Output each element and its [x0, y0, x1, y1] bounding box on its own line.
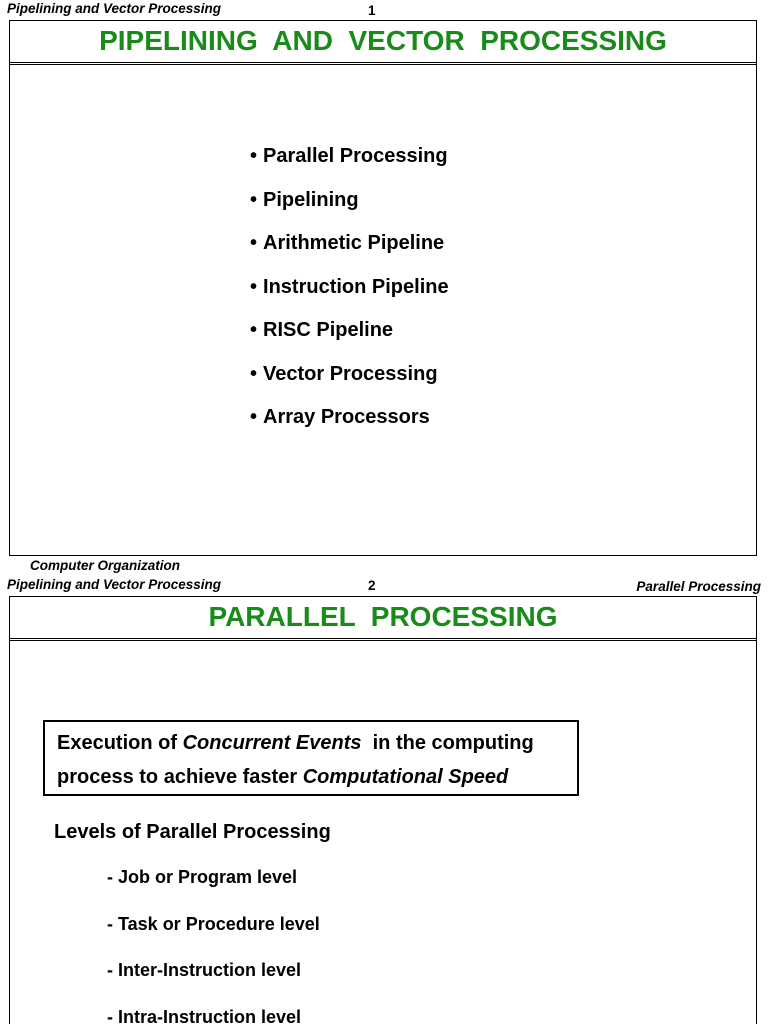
list-item: • Pipelining	[250, 188, 359, 211]
list-item: - Intra-Instruction level	[107, 1006, 302, 1024]
slide1-title: PIPELINING AND VECTOR PROCESSING	[99, 25, 667, 56]
list-item: - Inter-Instruction level	[107, 960, 302, 980]
slide2-header-title: Pipelining and Vector Processing	[7, 577, 222, 592]
list-item: • RISC Pipeline	[250, 319, 394, 341]
slide2-page-number: 2	[368, 578, 376, 593]
slide2-title: PARALLEL PROCESSING	[208, 601, 558, 632]
definition-line-1: Execution of Concurrent Events in the computing	[57, 732, 534, 754]
levels-heading: Levels of Parallel Processing	[54, 821, 331, 843]
list-item: • Vector Processing	[250, 362, 438, 385]
levels-list	[107, 866, 320, 1024]
slide1-footer: Computer Organization	[30, 558, 181, 573]
list-item: - Task or Procedure level	[107, 913, 320, 934]
definition-line-2: process to achieve faster Computational Speed	[57, 766, 509, 788]
slide1-title-rule	[10, 62, 756, 65]
list-item: • Arithmetic Pipeline	[250, 232, 445, 254]
slide1-header-title: Pipelining and Vector Processing	[7, 1, 222, 16]
slide2-section-label: Parallel Processing	[636, 579, 761, 594]
slide1-topic-list	[250, 144, 449, 449]
slide2-title-rule	[10, 638, 756, 641]
definition-box	[43, 720, 579, 796]
list-item: • Instruction Pipeline	[250, 275, 449, 298]
slide1-page-number: 1	[368, 3, 376, 18]
list-item: • Parallel Processing	[250, 145, 448, 167]
slide1-frame	[9, 20, 757, 556]
list-item: - Job or Program level	[107, 867, 298, 887]
slide2-frame	[9, 596, 757, 1024]
list-item: • Array Processors	[250, 406, 430, 428]
